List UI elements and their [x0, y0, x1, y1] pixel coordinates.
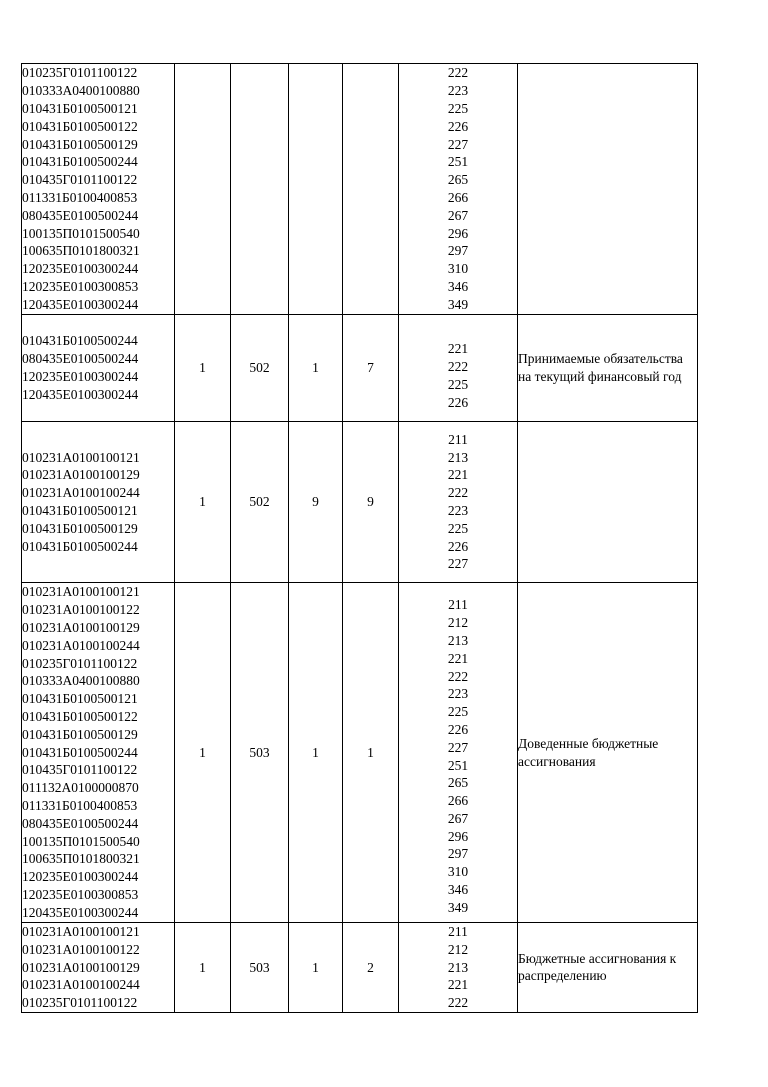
kosgu-code: 227 [447, 556, 469, 572]
budget-code: 010431Б0100500244 [22, 744, 138, 760]
budget-code: 010435Г0101100122 [22, 762, 138, 778]
description-cell: Принимаемые обязательства на текущий финансовый год [518, 315, 698, 422]
value-cell-c1: 1 [175, 923, 231, 1013]
budget-code: 100135П0101500540 [22, 225, 140, 241]
budget-code: 120435Е0100300244 [22, 904, 139, 920]
value-cell-c1 [175, 64, 231, 315]
kosgu-code: 222 [447, 668, 469, 684]
value-cell-c2: 502 [231, 422, 289, 583]
value-cell-c2 [231, 64, 289, 315]
budget-code: 120235Е0100300853 [22, 278, 139, 294]
budget-code: 010235Г0101100122 [22, 995, 138, 1011]
budget-code: 010231А0100100244 [22, 977, 140, 993]
kosgu-cell [399, 422, 518, 583]
budget-code: 120235Е0100300244 [22, 869, 139, 885]
budget-code-cell [22, 315, 175, 422]
kosgu-code: 221 [447, 467, 469, 483]
budget-code: 010231А0100100129 [22, 620, 140, 636]
budget-code: 100135П0101500540 [22, 833, 140, 849]
kosgu-code: 251 [447, 154, 469, 170]
budget-code: 011331Б0100400853 [22, 797, 138, 813]
kosgu-code: 310 [447, 261, 469, 277]
budget-code: 010431Б0100500122 [22, 709, 138, 724]
budget-code: 120235Е0100300244 [22, 369, 139, 384]
kosgu-code: 227 [447, 739, 469, 755]
table-row [22, 422, 698, 583]
description-cell: Бюджетные ассигнования к распределению [518, 923, 698, 1013]
budget-code: 010435Г0101100122 [22, 172, 138, 188]
kosgu-code: 222 [447, 65, 469, 81]
value-cell-c4 [343, 64, 399, 315]
kosgu-code: 349 [447, 296, 469, 312]
budget-code: 010431Б0100500122 [22, 118, 138, 134]
kosgu-code: 225 [447, 101, 469, 117]
description-cell: Доведенные бюджетные ассигнования [518, 583, 698, 923]
kosgu-code: 267 [447, 810, 469, 826]
kosgu-code: 222 [447, 485, 469, 501]
kosgu-code: 211 [448, 431, 468, 447]
budget-code: 010431Б0100500129 [22, 726, 138, 742]
description-cell [518, 64, 698, 315]
budget-code: 011331Б0100400853 [22, 190, 138, 205]
budget-code: 120435Е0100300244 [22, 296, 139, 312]
budget-code: 120435Е0100300244 [22, 386, 139, 402]
budget-code: 100635П0101800321 [22, 851, 140, 867]
kosgu-code: 296 [447, 828, 469, 844]
ledger-table [21, 63, 698, 1013]
budget-code: 010231А0100100244 [22, 637, 140, 653]
value-cell-c4: 9 [343, 422, 399, 583]
budget-code: 010231А0100100129 [22, 467, 140, 483]
table-row [22, 315, 698, 422]
value-cell-c1: 1 [175, 583, 231, 923]
kosgu-cell [399, 64, 518, 315]
budget-code: 010431Б0100500244 [22, 333, 138, 349]
kosgu-code: 297 [447, 243, 469, 259]
budget-code: 010431Б0100500121 [22, 101, 138, 117]
budget-code: 010231А0100100244 [22, 485, 140, 501]
budget-code-cell [22, 583, 175, 923]
kosgu-code: 267 [447, 207, 469, 223]
kosgu-code: 225 [447, 520, 469, 536]
kosgu-code: 222 [447, 995, 469, 1011]
budget-code: 010431Б0100500129 [22, 136, 138, 152]
kosgu-code: 223 [447, 503, 469, 518]
budget-code: 010431Б0100500129 [22, 520, 138, 536]
kosgu-code: 226 [447, 118, 469, 134]
budget-code: 010235Г0101100122 [22, 655, 138, 671]
kosgu-code: 265 [447, 172, 469, 188]
value-cell-c2: 502 [231, 315, 289, 422]
kosgu-code: 221 [447, 977, 469, 993]
kosgu-code: 222 [447, 359, 469, 375]
description-cell [518, 422, 698, 583]
kosgu-code: 297 [447, 846, 469, 862]
budget-code-cell [22, 422, 175, 583]
kosgu-code: 223 [447, 83, 469, 99]
value-cell-c4: 2 [343, 923, 399, 1013]
kosgu-code: 227 [447, 136, 469, 152]
kosgu-cell [399, 923, 518, 1013]
table-row [22, 923, 698, 1013]
budget-code: 100635П0101800321 [22, 243, 140, 259]
budget-code: 080435Е0100500244 [22, 351, 139, 367]
budget-code: 010235Г0101100122 [22, 65, 138, 81]
kosgu-code: 349 [447, 899, 469, 915]
budget-code: 120235Е0100300853 [22, 886, 139, 902]
kosgu-code: 226 [447, 538, 469, 554]
value-cell-c2: 503 [231, 583, 289, 923]
ledger-body [22, 64, 698, 1013]
kosgu-code: 225 [447, 704, 469, 720]
budget-code: 010431Б0100500121 [22, 691, 138, 707]
budget-code: 010231А0100100121 [22, 584, 140, 600]
kosgu-code: 213 [447, 632, 469, 648]
kosgu-code: 251 [447, 757, 469, 773]
value-cell-c2: 503 [231, 923, 289, 1013]
budget-code: 010231А0100100121 [22, 449, 140, 465]
value-cell-c4: 7 [343, 315, 399, 422]
kosgu-code: 213 [447, 959, 469, 975]
table-row [22, 583, 698, 923]
kosgu-code: 221 [447, 650, 469, 666]
budget-code: 010231А0100100122 [22, 602, 140, 618]
budget-code: 010431Б0100500121 [22, 503, 138, 518]
kosgu-code: 223 [447, 686, 469, 702]
budget-code-cell [22, 923, 175, 1013]
budget-code: 010431Б0100500244 [22, 538, 138, 554]
value-cell-c3: 1 [289, 923, 343, 1013]
kosgu-code: 266 [447, 190, 469, 205]
kosgu-code: 221 [447, 341, 469, 357]
value-cell-c1: 1 [175, 422, 231, 583]
kosgu-cell [399, 315, 518, 422]
budget-code: 010231А0100100129 [22, 959, 140, 975]
kosgu-code: 225 [447, 377, 469, 392]
budget-code: 010333А0400100880 [22, 673, 140, 689]
table-row [22, 64, 698, 315]
kosgu-cell [399, 583, 518, 923]
budget-code: 080435Е0100500244 [22, 815, 139, 831]
kosgu-code: 213 [447, 449, 469, 465]
kosgu-code: 310 [447, 864, 469, 880]
kosgu-code: 211 [448, 924, 468, 939]
budget-code: 120235Е0100300244 [22, 261, 139, 277]
value-cell-c3: 9 [289, 422, 343, 583]
value-cell-c3 [289, 64, 343, 315]
kosgu-code: 226 [447, 721, 469, 737]
value-cell-c1: 1 [175, 315, 231, 422]
kosgu-code: 346 [447, 882, 469, 898]
budget-code: 010333А0400100880 [22, 83, 140, 99]
value-cell-c4: 1 [343, 583, 399, 923]
budget-code: 011132А0100000870 [22, 780, 139, 796]
kosgu-code: 212 [447, 941, 469, 957]
budget-code: 010231А0100100122 [22, 941, 140, 957]
budget-code: 080435Е0100500244 [22, 207, 139, 223]
kosgu-code: 211 [448, 597, 468, 613]
kosgu-code: 266 [447, 793, 469, 809]
kosgu-code: 265 [447, 775, 469, 791]
kosgu-code: 346 [447, 278, 469, 294]
budget-code: 010431Б0100500244 [22, 154, 138, 170]
value-cell-c3: 1 [289, 315, 343, 422]
value-cell-c3: 1 [289, 583, 343, 923]
kosgu-code: 226 [447, 394, 469, 410]
budget-code-cell [22, 64, 175, 315]
kosgu-code: 212 [447, 615, 469, 631]
budget-code: 010231А0100100121 [22, 924, 140, 939]
kosgu-code: 296 [447, 225, 469, 241]
